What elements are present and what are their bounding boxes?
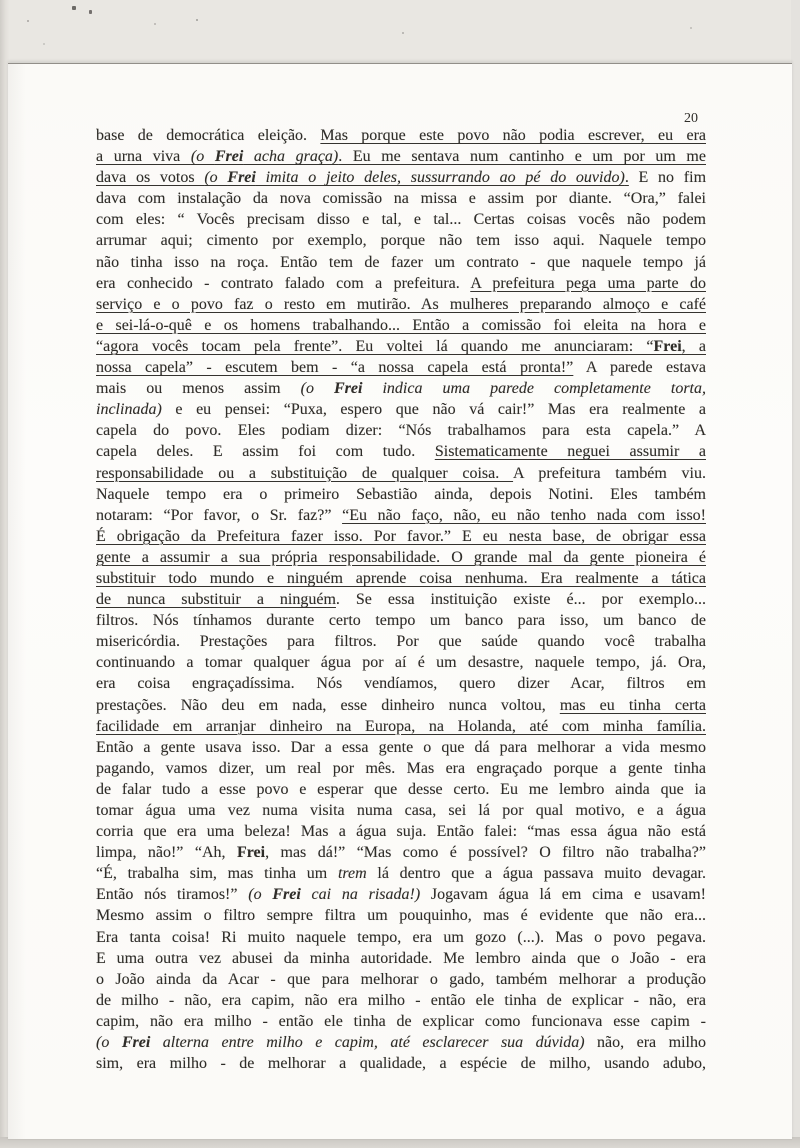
text-line (96, 336, 706, 357)
text-segment: imita o jeito deles, sussurrando ao pé do ouvido) (255, 169, 625, 187)
text-segment: filtros. Nós tínhamos durante certo tempo um banco para isso, um banco de (96, 612, 706, 630)
text-segment: sim, era milho - de melhorar a qualidade, a espécie de milho, usando adubo, (96, 1055, 706, 1073)
text-segment: pagando, vamos dizer, um real por mês. Mas era engraçado porque a gente tinha (96, 759, 706, 777)
text-segment: Mesmo assim o filtro sempre filtra um pouquinho, mas é evidente que não era... (96, 907, 706, 925)
scan-speck (690, 27, 692, 29)
text-line (96, 1032, 706, 1053)
text-segment: serviço e o povo faz o resto em mutirão. As mulheres preparando almoço e café (96, 295, 706, 313)
text-segment: era coisa engraçadíssima. Nós vendíamos, quero dizer Acar, filtros em (96, 675, 706, 693)
text-line (96, 420, 706, 441)
text-segment: gente a assumir a sua própria responsabilidade. O grande mal da gente pioneira é (96, 548, 706, 566)
text-segment: Frei (227, 169, 256, 187)
text-segment: tomar água uma vez numa visita numa casa, sei lá por qual motivo, e a água (96, 802, 706, 819)
text-segment: corria que era uma beleza! Mas a água suja. Então falei: “mas essa água não está (96, 823, 706, 841)
text-line (96, 294, 706, 315)
text-segment: a urna viva (96, 148, 191, 166)
text-line (96, 273, 706, 294)
text-segment: “É, trabalha sim, mas tinha um (96, 865, 338, 883)
text-segment: não tinha isso na roça. Então tem de fazer um contrato - que naquele tempo já (96, 253, 706, 271)
text-segment: lá dentro que a água passava muito devagar. (366, 865, 706, 883)
text-line (96, 589, 706, 610)
text-segment: . (624, 169, 629, 187)
text-line (96, 505, 706, 526)
text-segment: base de democrática eleição. (96, 127, 321, 144)
text-segment: “Eu não faço, não, eu não tenho nada com isso! (342, 506, 706, 524)
text-segment: mais ou menos assim (96, 380, 301, 398)
text-segment: . Se essa instituição existe é... por exemplo... (335, 591, 706, 609)
text-line (96, 969, 706, 990)
text-line (96, 990, 706, 1011)
text-line (96, 484, 706, 505)
text-segment: o João ainda da Acar - que para melhorar o gado, também melhorar a produção (96, 970, 706, 988)
text-segment: A prefeitura também viu. (513, 464, 706, 482)
text-segment: Frei (333, 380, 363, 398)
text-segment: Então nós tiramos!” (96, 886, 249, 904)
text-line (96, 146, 706, 167)
text-line (96, 842, 706, 863)
text-segment: prestações. Não deu em nada, esse dinheiro nunca voltou, (96, 696, 560, 714)
text-segment: (o (204, 169, 228, 187)
text-segment: dava com instalação da nova comissão na missa e assim por diante. “Ora,” falei (96, 190, 706, 208)
text-segment: Era tanta coisa! Ri muito naquele tempo, era um gozo (...). Mas o povo pegava. (96, 928, 706, 946)
text-segment: A parede estava (573, 359, 706, 377)
text-segment: mas eu tinha certa (559, 696, 706, 714)
text-segment: (o (96, 1034, 122, 1052)
scanned-page (8, 63, 792, 1140)
text-line (96, 568, 706, 589)
text-line (96, 526, 706, 547)
scan-speck (43, 43, 45, 45)
text-segment: responsabilidade ou a substituição de qualquer coisa. (96, 464, 514, 482)
text-segment: Jogavam água lá em cima e usavam! (420, 886, 706, 904)
text-segment: Frei (653, 337, 682, 355)
text-line (96, 463, 706, 484)
page-number: 20 (684, 111, 698, 126)
text-segment: dava os votos (96, 169, 205, 187)
text-line (96, 378, 706, 399)
text-segment: A prefeitura pega uma parte do (470, 274, 706, 292)
text-line (96, 1053, 706, 1074)
scan-speck (402, 32, 404, 34)
text-line (96, 631, 706, 652)
text-line (96, 863, 706, 884)
text-line (96, 188, 706, 209)
text-segment: de milho - não, era capim, não era milho - então ele tinha de explicar - não, era (96, 991, 706, 1009)
text-line (96, 905, 706, 926)
text-segment: inclinada) (96, 401, 162, 419)
text-segment: misericórdia. Prestações para filtros. Por que saúde quando você trabalha (96, 633, 706, 651)
text-segment: Mas porque este povo não podia escrever, eu era (320, 127, 706, 144)
text-segment: E no fim (628, 169, 706, 187)
scan-speck (196, 19, 198, 21)
scan-speck (89, 10, 92, 14)
text-segment: Frei (121, 1034, 151, 1052)
text-line (96, 673, 706, 694)
text-segment: e eu pensei: “Puxa, espero que não vá cair!” Mas era realmente a (161, 401, 706, 419)
scan-speck (154, 23, 156, 25)
text-segment: nossa capela” - escutem bem - “a nossa capela está pronta!” (96, 359, 574, 377)
scan-speck (72, 6, 76, 10)
text-segment: continuando a tomar qualquer água por aí é um desastre, naquele tempo, já. Ora, (96, 654, 706, 672)
text-line (96, 252, 706, 273)
scan-speck (27, 20, 29, 22)
text-line (96, 716, 706, 737)
document-text (96, 125, 706, 1074)
scanner-edge-right (791, 0, 800, 1148)
text-segment: de nunca substituir a ninguém (96, 591, 336, 609)
text-line (96, 547, 706, 568)
text-line (96, 758, 706, 779)
text-segment: alterna entre milho e capim, até esclarecer sua dúvida) (150, 1034, 585, 1052)
text-segment: facilidade em arranjar dinheiro na Europa, na Holanda, até com minha família. (96, 717, 706, 735)
text-segment: arrumar aqui; cimento por exemplo, porque não tem isso aqui. Naquele tempo (96, 232, 706, 250)
text-line (96, 800, 706, 821)
text-line (96, 1011, 706, 1032)
text-segment: , a (681, 337, 706, 355)
text-segment: (o (190, 148, 215, 166)
text-segment: Sistematicamente neguei assumir a (434, 443, 706, 461)
text-segment: (o (300, 380, 334, 398)
text-segment: cai na risada!) (300, 886, 421, 904)
text-line (96, 927, 706, 948)
text-segment: Então a gente usava isso. Dar a essa gente o que dá para melhorar a vida mesmo (96, 738, 706, 756)
text-line (96, 779, 706, 800)
text-segment: notaram: “Por favor, o Sr. faz?” (96, 506, 343, 524)
text-segment: (o (248, 886, 273, 904)
text-line (96, 948, 706, 969)
text-segment: substituir todo mundo e ninguém aprende coisa nenhuma. Era realmente a tática (96, 569, 706, 587)
text-segment: acha graça) (243, 148, 339, 166)
text-segment: capim, não era milho - então ele tinha de explicar como funcionava esse capim - (96, 1012, 706, 1030)
text-segment: , mas dá!” “Mas como é possível? O filtro não trabalha?” (265, 844, 706, 862)
text-line (96, 167, 706, 188)
text-segment: Frei (236, 844, 266, 862)
text-segment: de falar tudo a esse povo e esperar que desse certo. Eu me lembro ainda que ia (96, 780, 706, 798)
text-segment: Naquele tempo era o primeiro Sebastião ainda, depois Notini. Eles também (96, 485, 706, 503)
text-segment: É obrigação da Prefeitura fazer isso. Por favor.” E eu nesta base, de obrigar essa (96, 527, 706, 545)
text-segment: com eles: “ Vocês precisam disso e tal, e tal... Certas coisas vocês não podem (96, 211, 706, 229)
text-segment: capela do povo. Eles podiam dizer: “Nós trabalhamos para esta capela.” A (96, 422, 706, 440)
text-line (96, 737, 706, 758)
text-line (96, 230, 706, 251)
text-line (96, 652, 706, 673)
text-segment: capela deles. E assim foi com tudo. (96, 443, 435, 461)
text-segment: Frei (272, 886, 301, 904)
text-segment: limpa, não!” “Ah, (96, 844, 237, 862)
text-line (96, 125, 706, 146)
text-segment: E uma outra vez abusei da minha autoridade. Me lembro ainda que o João - era (96, 949, 706, 967)
text-line (96, 610, 706, 631)
text-segment: “agora vocês tocam pela frente”. Eu voltei lá quando me anunciaram: “ (96, 337, 654, 355)
text-segment: não, era milho (584, 1034, 706, 1052)
text-line (96, 821, 706, 842)
text-line (96, 884, 706, 905)
text-segment: . Eu me sentava num cantinho e um por um me (338, 148, 706, 166)
text-line (96, 399, 706, 420)
text-segment: indica uma parede completamente torta, (362, 380, 706, 398)
text-line (96, 357, 706, 378)
text-segment: era conhecido - contrato falado com a prefeitura. (96, 274, 471, 292)
text-line (96, 441, 706, 462)
text-line (96, 695, 706, 716)
text-segment: e sei-lá-o-quê e os homens trabalhando... Então a comissão foi eleita na hora e (96, 316, 706, 334)
text-line (96, 209, 706, 230)
text-segment: trem (337, 865, 367, 883)
text-segment: Frei (214, 148, 244, 166)
text-line (96, 315, 706, 336)
